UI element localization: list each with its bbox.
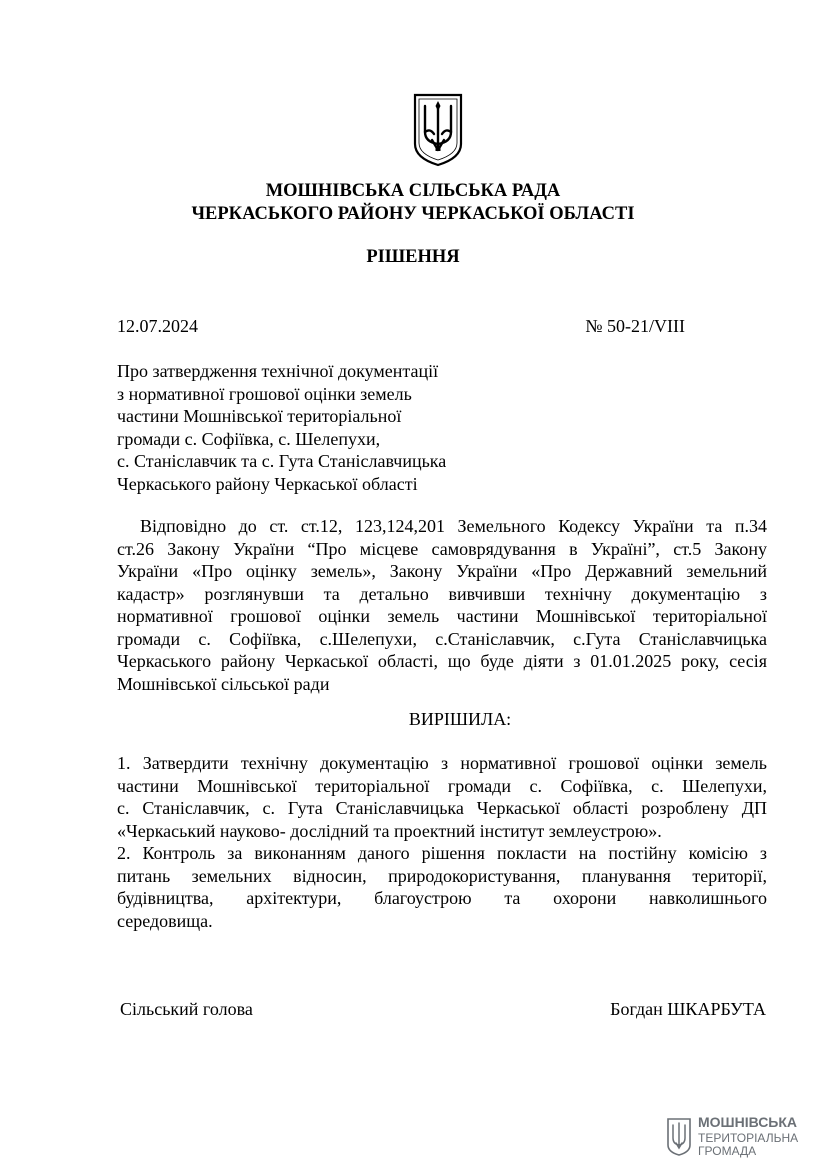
decision-line: «Черкаський науково- дослідний та проектний інститут землеустрою». — [117, 820, 662, 841]
resolved-label: ВИРІШИЛА: — [408, 709, 512, 729]
document-type-title: РІШЕННЯ — [366, 247, 460, 267]
trident-logo-icon — [666, 1117, 692, 1162]
community-watermark — [666, 1116, 816, 1162]
decision-items — [117, 752, 767, 932]
watermark-line3: ГРОМАДА — [698, 1144, 757, 1158]
decision-line: 1. Затвердити технічну документацію з нормативної грошової оцінки земель — [117, 753, 767, 773]
subject-line: Черкаського району Черкаської області — [117, 473, 418, 494]
preamble-line: Мошнівської сільської ради — [117, 673, 330, 694]
council-name-line2: ЧЕРКАСЬКОГО РАЙОНУ ЧЕРКАСЬКОЇ ОБЛАСТІ — [191, 204, 635, 224]
subject-line: з нормативної грошової оцінки земель — [117, 383, 412, 404]
decision-subject — [117, 360, 446, 495]
subject-line: Про затвердження технічної документації — [117, 361, 439, 381]
subject-line: частини Мошнівської територіальної — [117, 406, 402, 426]
decision-line: с. Станіславчик, с. Гута Станіславчицька Черкаської області розроблену ДП — [117, 798, 767, 818]
preamble-paragraph — [117, 515, 767, 695]
subject-line: с. Станіславчик та с. Гута Станіславчицька — [117, 451, 447, 471]
preamble-line: нормативної грошової оцінки земель частини Мошнівської територіальної — [117, 606, 767, 626]
preamble-line: Відповідно до ст. ст.12, 123,124,201 Земельного Кодексу України та п.34 — [140, 516, 767, 536]
decision-line: будівництва, архітектури, благоустрою та охорони навколишнього — [117, 888, 767, 908]
preamble-line: кадастр» розглянувши та детально вивчивши технічну документацію з — [117, 583, 767, 604]
preamble-line: Черкаського району Черкаської області, що буде діяти з 01.01.2025 року, сесія — [117, 651, 767, 671]
decision-line: частини Мошнівської територіальної громади с. Софіївка, с. Шелепухи, — [117, 775, 767, 796]
preamble-line: ст.26 Закону України “Про місцеве самоврядування в Україні”, ст.5 Закону — [117, 538, 767, 559]
preamble-line: громади с. Софіївка, с.Шелепухи, с.Станіславчик, с.Гута Станіславчицька — [117, 628, 767, 649]
watermark-line2: ТЕРИТОРІАЛЬНА — [698, 1131, 799, 1145]
council-name-line1: МОШНІВСЬКА СІЛЬСЬКА РАДА — [265, 181, 561, 201]
watermark-line1: МОШНІВСЬКА — [698, 1114, 798, 1130]
subject-line: громади с. Софіївка, с. Шелепухи, — [117, 428, 381, 449]
decision-line: 2. Контроль за виконанням даного рішення покласти на постійну комісію з — [117, 843, 767, 863]
signatory-name: Богдан ШКАРБУТА — [610, 999, 766, 1019]
decision-line: питань земельних відносин, природокористування, планування території, — [117, 865, 767, 886]
preamble-line: України «Про оцінку земель», Закону України «Про Державний земельний — [117, 561, 767, 581]
decision-date: 12.07.2024 — [117, 316, 198, 336]
decision-line: середовища. — [117, 910, 213, 931]
signatory-position: Сільський голова — [120, 999, 253, 1019]
decision-number: № 50-21/VIII — [585, 316, 685, 336]
trident-coat-of-arms-icon — [412, 92, 464, 168]
